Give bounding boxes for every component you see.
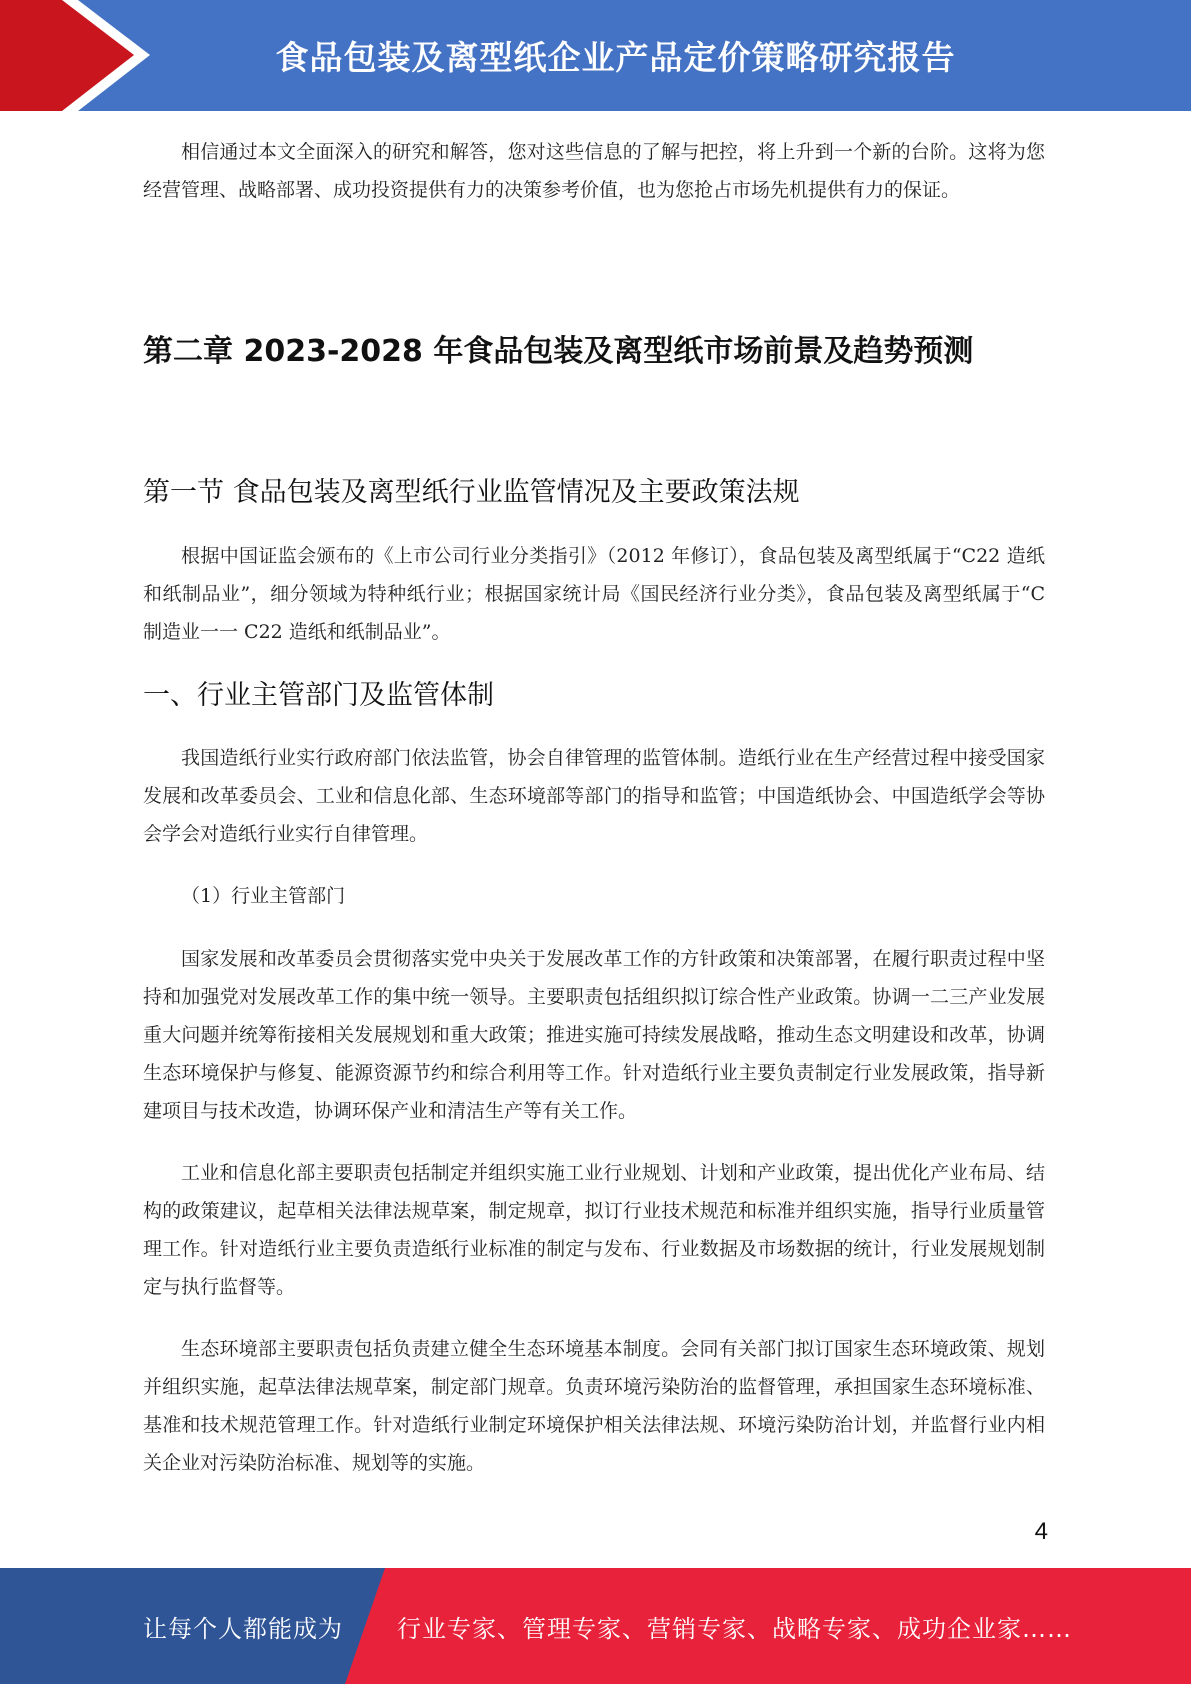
body-paragraph: 工业和信息化部主要职责包括制定并组织实施工业行业规划、计划和产业政策，提出优化产业布局、结构的政策建议，起草相关法律法规草案，制定规章，拟订行业技术规范和标准并组织实施，指导行业质量管理工作。针对造纸行业主要负责造纸行业标准的制定与发布、行业数据及市场数据的统计，行业发展规划制定与执行监督等。: [143, 1162, 1045, 1298]
section-paragraph-block: [143, 537, 1045, 651]
chapter-title: 第二章 2023-2028 年食品包装及离型纸市场前景及趋势预测: [143, 334, 974, 369]
paragraph-4-block: [143, 1154, 1045, 1306]
paragraph-2-block: [143, 877, 1045, 915]
body-paragraph: 生态环境部主要职责包括负责建立健全生态环境基本制度。会同有关部门拟订国家生态环境政策、规划并组织实施，起草法律法规草案，制定部门规章。负责环境污染防治的监督管理，承担国家生态环境标准、基准和技术规范管理工作。针对造纸行业制定环境保护相关法律法规、环境污染防治计划，并监督行业内相关企业对污染防治标准、规划等的实施。: [143, 1338, 1045, 1474]
page-number: 4: [1034, 1518, 1048, 1545]
body-paragraph: 国家发展和改革委员会贯彻落实党中央关于发展改革工作的方针政策和决策部署，在履行职责过程中坚持和加强党对发展改革工作的集中统一领导。主要职责包括组织拟订综合性产业政策。协调一二三产业发展重大问题并统筹衔接相关发展规划和重大政策；推进实施可持续发展战略，推动生态文明建设和改革，协调生态环境保护与修复、能源资源节约和综合利用等工作。针对造纸行业主要负责制定行业发展政策，指导新建项目与技术改造，协调环保产业和清洁生产等有关工作。: [143, 948, 1045, 1122]
paragraph-5-block: [143, 1330, 1045, 1482]
page-footer: [0, 1568, 1191, 1684]
intro-paragraph: 相信通过本文全面深入的研究和解答，您对这些信息的了解与把控，将上升到一个新的台阶。这将为您经营管理、战略部署、成功投资提供有力的决策参考价值，也为您抢占市场先机提供有力的保证。: [143, 141, 1045, 201]
paragraph-1-block: [143, 739, 1045, 853]
intro-block: [143, 133, 1045, 209]
body-paragraph: 我国造纸行业实行政府部门依法监管，协会自律管理的监管体制。造纸行业在生产经营过程中接受国家发展和改革委员会、工业和信息化部、生态环境部等部门的指导和监管；中国造纸协会、中国造纸学会等协会学会对造纸行业实行自律管理。: [143, 747, 1045, 845]
section-title: 第一节 食品包装及离型纸行业监管情况及主要政策法规: [143, 477, 800, 508]
section-paragraph: 根据中国证监会颁布的《上市公司行业分类指引》（2012 年修订），食品包装及离型纸属于“C22 造纸和纸制品业”，细分领域为特种纸行业；根据国家统计局《国民经济行业分类》，食品包装及离型纸属于“C 制造业一一 C22 造纸和纸制品业”。: [143, 545, 1045, 643]
page-header: [0, 0, 1191, 111]
subsection-title: 一、行业主管部门及监管体制: [143, 680, 494, 711]
footer-slogan-left: 让每个人都能成为: [143, 1614, 343, 1643]
paragraph-3-block: [143, 940, 1045, 1130]
footer-slogan-right: 行业专家、管理专家、营销专家、战略专家、成功企业家……: [397, 1614, 1072, 1643]
subheading-industry-authority: （1）行业主管部门: [181, 885, 346, 907]
header-title: 食品包装及离型纸企业产品定价策略研究报告: [275, 38, 956, 77]
